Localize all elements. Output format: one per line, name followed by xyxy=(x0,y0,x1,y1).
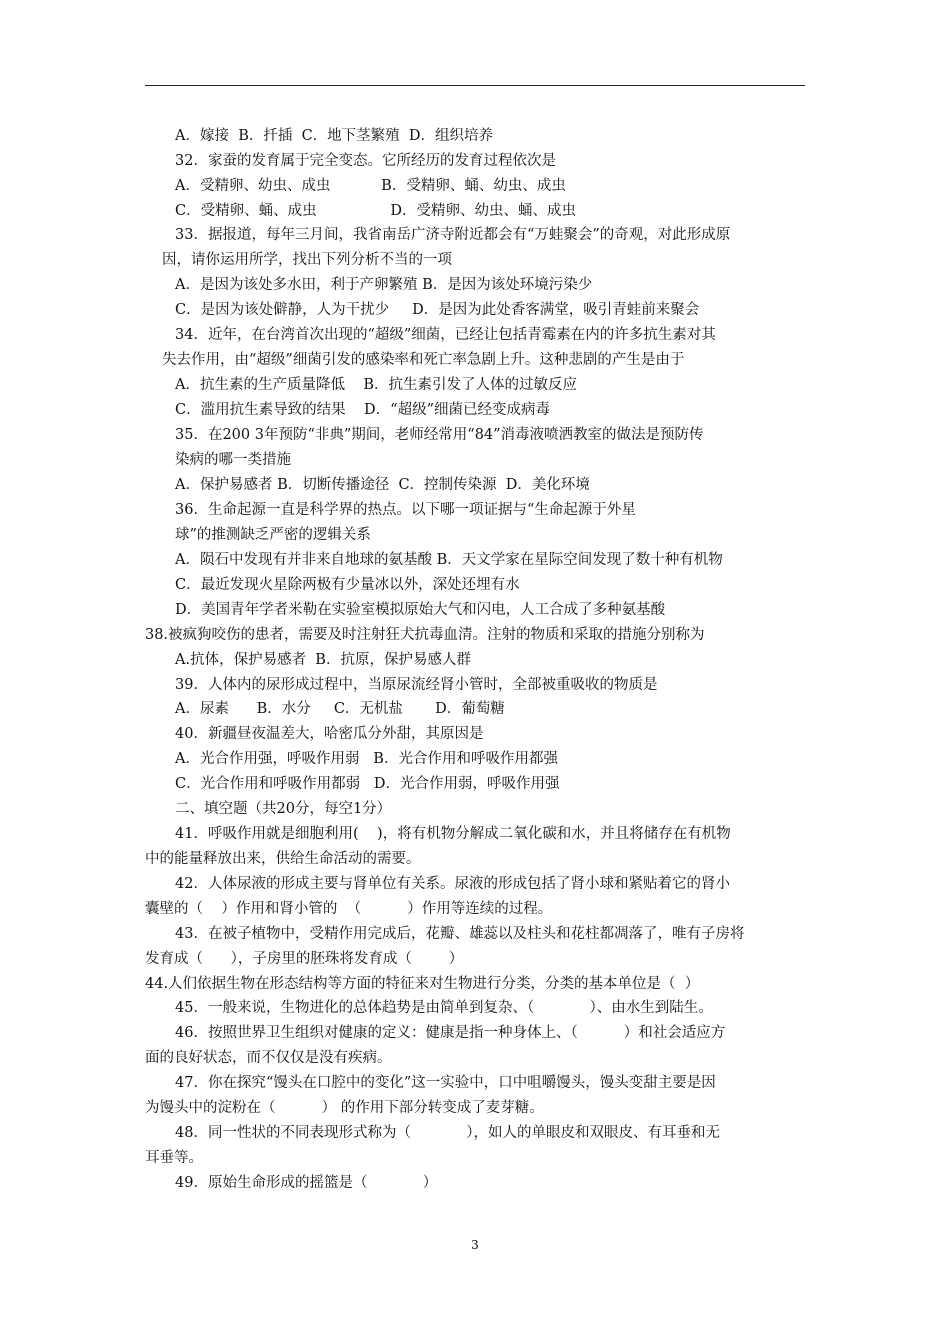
text-line: 42．人体尿液的形成主要与肾单位有关系。尿液的形成包括了肾小球和紧贴着它的肾小 xyxy=(175,876,730,892)
text-line: 为馒头中的淀粉在（ ） 的作用下部分转变成了麦芽糖。 xyxy=(145,1100,544,1116)
header-rule xyxy=(145,85,805,86)
text-line: A．陨石中发现有并非来自地球的氨基酸 B．天文学家在星际空间发现了数十种有机物 xyxy=(175,552,723,568)
text-line: 耳垂等。 xyxy=(145,1150,203,1166)
text-line: A．嫁接 B．扦插 C．地下茎繁殖 D．组织培养 xyxy=(175,128,494,144)
text-line: 发育成（ ），子房里的胚珠将发育成（ ） xyxy=(145,951,464,967)
text-line: A．是因为该处多水田，利于产卵繁殖 B．是因为该处环境污染少 xyxy=(175,277,593,293)
text-line: 囊壁的（ ）作用和肾小管的 （ ）作用等连续的过程。 xyxy=(145,901,553,917)
text-line: 44.人们依据生物在形态结构等方面的特征来对生物进行分类，分类的基本单位是（ ） xyxy=(145,976,700,992)
text-line: A．保护易感者 B．切断传播途径 C．控制传染源 D．美化环境 xyxy=(175,477,590,493)
text-line: 41．呼吸作用就是细胞利用( )，将有机物分解成二氧化碳和水，并且将储存在有机物 xyxy=(175,826,731,842)
text-line: C．受精卵、蛹、成虫 D．受精卵、幼虫、蛹、成虫 xyxy=(175,203,576,219)
text-line: A．抗生素的生产质量降低 B．抗生素引发了人体的过敏反应 xyxy=(175,377,578,393)
text-line: 面的良好状态，而不仅仅是没有疾病。 xyxy=(145,1050,392,1066)
text-line: 34．近年，在台湾首次出现的“超级”细菌，已经让包括青霉素在内的许多抗生素对其 xyxy=(175,327,716,343)
text-line: 39．人体内的尿形成过程中，当原尿流经肾小管时，全部被重吸收的物质是 xyxy=(175,677,658,693)
text-line: 中的能量释放出来，供给生命活动的需要。 xyxy=(145,851,421,867)
text-line: 36．生命起源一直是科学界的热点。以下哪一项证据与“生命起源于外星 xyxy=(175,502,636,518)
text-line: 33．据报道，每年三月间，我省南岳广济寺附近都会有“万蛙聚会”的奇观，对此形成原 xyxy=(175,227,731,243)
text-line: C．光合作用和呼吸作用都弱 D．光合作用弱，呼吸作用强 xyxy=(175,776,560,792)
text-line: 球”的推测缺乏严密的逻辑关系 xyxy=(175,527,371,543)
text-line: A．受精卵、幼虫、成虫 B．受精卵、蛹、幼虫、成虫 xyxy=(175,178,566,194)
text-line: 40．新疆昼夜温差大，哈密瓜分外甜，其原因是 xyxy=(175,726,484,742)
text-line: 47．你在探究“馒头在口腔中的变化”这一实验中，口中咀嚼馒头，馒头变甜主要是因 xyxy=(175,1075,716,1091)
text-line: A.抗体，保护易感者 B．抗原，保护易感人群 xyxy=(175,652,471,668)
text-line: 失去作用，由“超级”细菌引发的感染率和死亡率急剧上升。这种悲剧的产生是由于 xyxy=(162,352,685,368)
section-heading: 二、填空题（共20分，每空1分） xyxy=(175,801,392,817)
text-line: 因，请你运用所学，找出下列分析不当的一项 xyxy=(162,252,452,268)
text-line: C．滥用抗生素导致的结果 D．“超级”细菌已经变成病毒 xyxy=(175,402,550,418)
text-line: 49．原始生命形成的摇篮是（ ） xyxy=(175,1175,438,1191)
text-line: C．是因为该处僻静，人为干扰少 D．是因为此处香客满堂，吸引青蛙前来聚会 xyxy=(175,302,700,318)
text-line: A．光合作用强，呼吸作用弱 B．光合作用和呼吸作用都强 xyxy=(175,751,558,767)
text-line: 38.被疯狗咬伤的患者，需要及时注射狂犬抗毒血清。注射的物质和采取的措施分别称为 xyxy=(145,627,705,643)
text-line: A．尿素 B．水分 C．无机盐 D．葡萄糖 xyxy=(175,701,505,717)
text-line: 43．在被子植物中，受精作用完成后，花瓣、雄蕊以及柱头和花柱都凋落了，唯有子房将 xyxy=(175,926,745,942)
text-line: 35．在200 3年预防“非典”期间，老师经常用“84”消毒液喷洒教室的做法是预防传 xyxy=(175,427,704,443)
text-line: 45．一般来说，生物进化的总体趋势是由简单到复杂、（ ）、由水生到陆生。 xyxy=(175,1000,713,1016)
text-line: 32．家蚕的发育属于完全变态。它所经历的发育过程依次是 xyxy=(175,153,556,169)
text-line: 48．同一性状的不同表现形式称为（ ），如人的单眼皮和双眼皮、有耳垂和无 xyxy=(175,1125,721,1141)
text-line: 染病的哪一类措施 xyxy=(175,452,291,468)
text-line: C．最近发现火星除两极有少量冰以外，深处还埋有水 xyxy=(175,577,520,593)
text-line: D．美国青年学者米勒在实验室模拟原始大气和闪电，人工合成了多种氨基酸 xyxy=(175,602,666,618)
text-line: 46．按照世界卫生组织对健康的定义：健康是指一种身体上、（ ）和社会适应方 xyxy=(175,1025,726,1041)
page-number: 3 xyxy=(471,1238,479,1252)
